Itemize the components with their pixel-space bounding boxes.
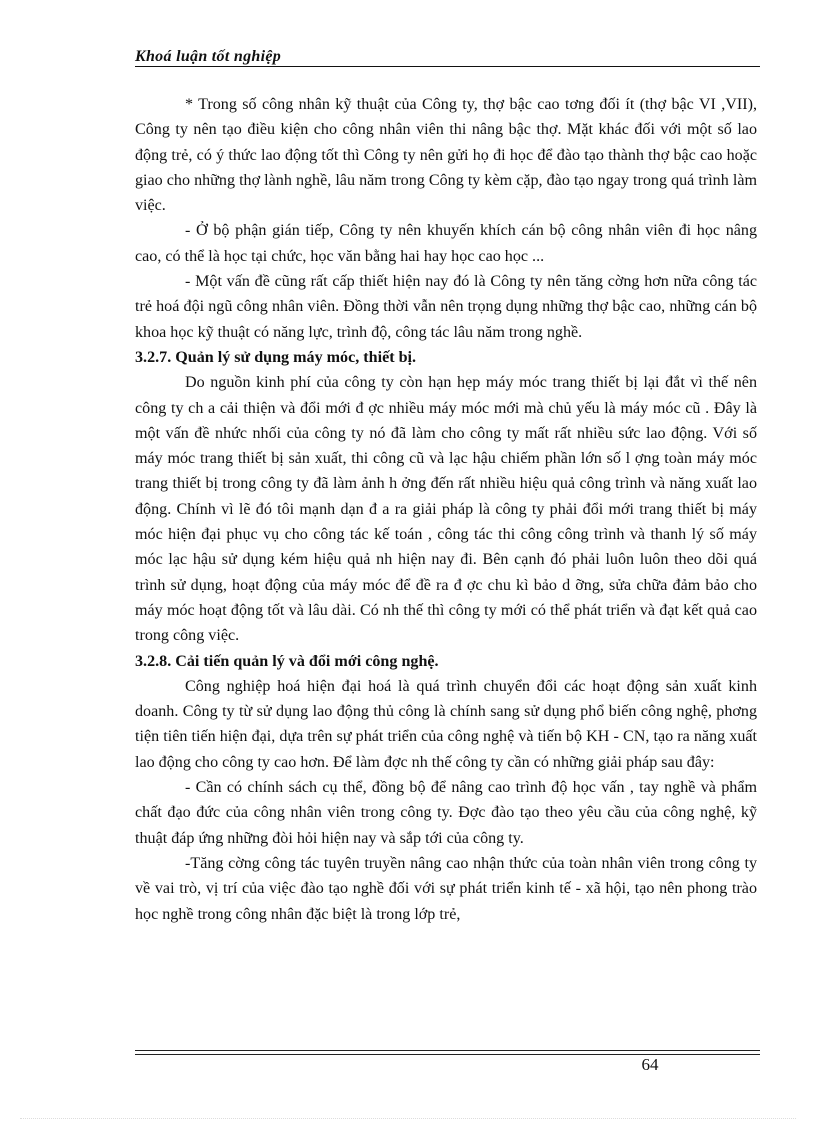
paragraph: Công nghiệp hoá hiện đại hoá là quá trình chuyển đổi các hoạt động sản xuất kinh doanh. Công ty từ sử dụng lao động thủ công là chính sang sử dụng phổ biến công nghệ, phơng tiện tiên tiến hiện đại, dựa trên sự phát triển của công nghệ và tiến bộ KH - CN, tạo ra năng xuất lao động cho công ty cao hơn. Để làm đợc nh thế công ty cần có những giải pháp sau đây: bbox=[135, 677, 757, 771]
section-heading: 3.2.8. Cải tiến quản lý và đổi mới công nghệ. bbox=[135, 652, 439, 670]
section-heading: 3.2.7. Quản lý sử dụng máy móc, thiết bị. bbox=[135, 348, 417, 366]
header-rule bbox=[135, 66, 760, 67]
paragraph: -Tăng cờng công tác tuyên truyền nâng cao nhận thức của toàn nhân viên trong công ty về vai trò, vị trí của việc đào tạo nghề đối với sự phát triển kinh tế - xã hội, tạo nên phong trào học nghề trong công nhân đặc biệt là trong lớp trẻ, bbox=[135, 854, 757, 923]
paragraph: Do nguồn kinh phí của công ty còn hạn hẹp máy móc trang thiết bị lại đắt vì thế nên công ty ch a cải thiện và đổi mới đ ợc nhiều máy móc mới mà chủ yếu là máy móc cũ . Đây là một vấn đề nhức nhối của công ty nó đã làm cho công ty mất rất nhiều sức lao động. Với số máy móc trang thiết bị sản xuất, thi công cũ và lạc hậu chiếm phần lớn số l ợng toàn máy móc trang thiết bị trong công ty đã làm ảnh h ởng đến rất nhiều hiệu quả công trình và năng xuất lao động. Chính vì lẽ đó tôi mạnh dạn đ a ra giải pháp là công ty phải đổi mới trang thiết bị máy móc hiện đại phục vụ cho công tác kế toán , công tác thi công công trình và thanh lý số máy móc lạc hậu sử dụng kém hiệu quả nh hiện nay đi. Bên cạnh đó phải luôn luôn theo dõi quá trình sử dụng, hoạt động của máy móc để đề ra đ ợc chu kì bảo d ỡng, sửa chữa đảm bảo cho máy móc hoạt động tốt và lâu dài. Có nh thế thì công ty mới có thể phát triển và đạt kết quả cao trong công việc. bbox=[135, 374, 757, 645]
header-title: Khoá luận tốt nghiệp bbox=[135, 48, 282, 65]
page-number: 64 bbox=[641, 1055, 659, 1074]
paragraph: - Ở bộ phận gián tiếp, Công ty nên khuyến khích cán bộ công nhân viên đi học nâng cao, có thể là học tại chức, học văn bằng hai hay học cao học ... bbox=[135, 222, 757, 265]
page-edge bbox=[20, 1118, 796, 1119]
footer-rule bbox=[135, 1050, 760, 1051]
paragraph: - Cần có chính sách cụ thể, đồng bộ để nâng cao trình độ học vấn , tay nghề và phẩm chất đạo đức của công nhân viên trong công ty. Đợc đào tạo theo yêu cầu của công nghệ, kỹ thuật đáp ứng những đòi hỏi hiện nay và sắp tới của công ty. bbox=[135, 779, 757, 847]
document-body bbox=[135, 92, 757, 927]
paragraph: * Trong số công nhân kỹ thuật của Công ty, thợ bậc cao tơng đối ít (thợ bậc VI ,VII), Công ty nên tạo điều kiện cho công nhân viên thi nâng bậc thợ. Mặt khác đối với một số lao động trẻ, có ý thức lao động tốt thì Công ty nên gửi họ đi học để đào tạo thành thợ bậc cao hoặc giao cho những thợ lành nghề, lâu năm trong Công ty kèm cặp, đào tạo ngay trong quá trình làm việc. bbox=[135, 96, 757, 215]
paragraph: - Một vấn đề cũng rất cấp thiết hiện nay đó là Công ty nên tăng cờng hơn nữa công tác trẻ hoá đội ngũ công nhân viên. Đồng thời vẫn nên trọng dụng những thợ bậc cao, những cán bộ khoa học kỹ thuật có năng lực, trình độ, công tác lâu năm trong nghề. bbox=[135, 273, 757, 341]
page-header bbox=[135, 48, 760, 70]
